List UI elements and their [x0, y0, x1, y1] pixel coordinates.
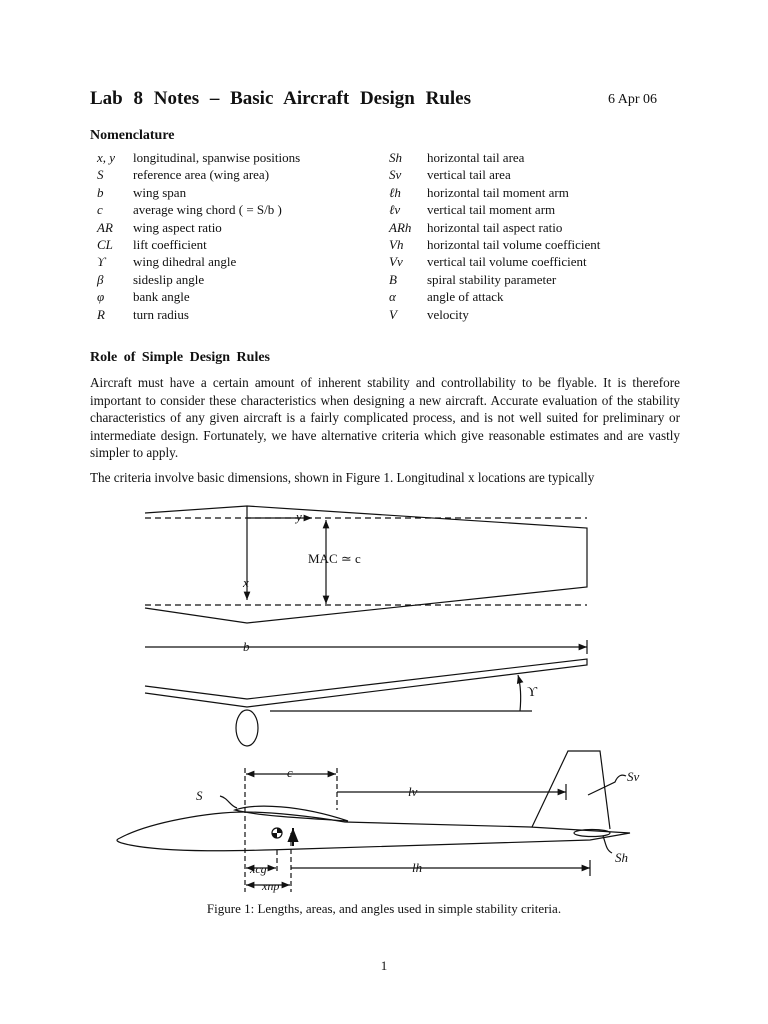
label-xcg: xcg	[250, 862, 267, 876]
nomenclature-symbol: Vh	[389, 237, 404, 252]
sv-leader	[588, 775, 626, 795]
nomenclature-symbol: α	[389, 289, 396, 305]
figure-caption: Figure 1: Lengths, areas, and angles used in simple stability criteria.	[206, 901, 562, 916]
center-of-gravity-icon	[272, 828, 282, 838]
nomenclature-symbol: CL	[97, 237, 113, 252]
label-b: b	[243, 639, 250, 654]
nomenclature-description: horizontal tail moment arm	[427, 184, 569, 200]
label-lh: lh	[412, 860, 423, 875]
label-sh: Sh	[615, 850, 628, 865]
nomenclature-symbol: ARh	[389, 219, 412, 235]
role-heading: Role of Simple Design Rules	[90, 350, 270, 365]
dihedral-angle-arc	[518, 675, 521, 711]
nomenclature-description: reference area (wing area)	[133, 167, 270, 183]
nomenclature-symbol: Sh	[389, 150, 402, 165]
nomenclature-description: horizontal tail volume coefficient	[427, 237, 601, 252]
nomenclature-description: wing aspect ratio	[133, 219, 222, 235]
nomenclature-description: wing dihedral angle	[133, 254, 237, 270]
label-c: c	[287, 765, 293, 780]
label-y: y	[296, 509, 302, 524]
s-leader	[220, 796, 237, 808]
nomenclature-description: vertical tail moment arm	[427, 202, 556, 218]
nomenclature-description: wing span	[133, 184, 187, 200]
nomenclature-symbol: ℓh	[389, 184, 401, 200]
nomenclature-symbol: V	[389, 306, 397, 322]
nomenclature-heading: Nomenclature	[90, 128, 175, 143]
label-x: x	[243, 575, 249, 590]
fuselage-side-view	[117, 812, 630, 851]
nomenclature-description: spiral stability parameter	[427, 271, 557, 287]
label-mac: MAC ≃ c	[308, 551, 361, 566]
document-date: 6 Apr 06	[608, 92, 657, 107]
nomenclature-symbol: S	[97, 167, 104, 183]
nomenclature-description: longitudinal, spanwise positions	[133, 150, 301, 165]
nomenclature-symbol: β	[97, 271, 104, 287]
nomenclature-symbol: Vv	[389, 254, 403, 270]
nomenclature-symbol: x, y	[97, 150, 116, 165]
nomenclature-description: lift coefficient	[133, 237, 207, 252]
nomenclature-symbol: Sv	[389, 167, 402, 183]
role-paragraph-2: The criteria involve basic dimensions, shown in Figure 1. Longitudinal x locations are typically	[90, 470, 595, 485]
label-s: S	[196, 788, 203, 803]
label-sv: Sv	[627, 769, 640, 784]
nomenclature-description: vertical tail area	[427, 167, 511, 183]
nomenclature-description: velocity	[427, 306, 469, 322]
wing-airfoil-side-view	[235, 806, 348, 821]
nomenclature-description: sideslip angle	[133, 271, 205, 287]
nomenclature-description: horizontal tail area	[427, 150, 525, 165]
nomenclature-description: bank angle	[133, 289, 190, 305]
nomenclature-symbol: c	[97, 202, 103, 218]
nomenclature-description: vertical tail volume coefficient	[427, 254, 587, 270]
nomenclature-symbol: B	[389, 271, 397, 287]
nomenclature-description: angle of attack	[427, 289, 504, 305]
nomenclature-symbol: ℓv	[389, 202, 401, 218]
label-lv: lv	[408, 784, 418, 799]
page-number: 1	[380, 958, 388, 973]
role-paragraph-1: Aircraft must have a certain amount of inherent stability and controllability to be flyable. It is therefore important to consider these characteristics when designing a new aircraft. Accurate evaluation of the stability characteristics of any given aircraft is a fairly complicated process, and is not well suited for preliminary or intermediate design. Fortunately, we have alternative criteria which give reasonable estimates and are vastly simpler to apply.	[90, 375, 680, 460]
nomenclature-description: horizontal tail aspect ratio	[427, 219, 563, 235]
nomenclature-symbol: b	[97, 184, 104, 200]
nomenclature-symbol: φ	[97, 289, 105, 305]
fuselage-front-view	[236, 710, 258, 746]
label-xnp: xnp	[262, 879, 280, 893]
nomenclature-description: average wing chord ( = S/b )	[133, 202, 282, 218]
nomenclature-description: turn radius	[133, 306, 189, 322]
nomenclature-symbol: ϒ	[97, 254, 106, 270]
page-title: Lab 8 Notes – Basic Aircraft Design Rules	[90, 88, 471, 109]
nomenclature-symbol: R	[97, 306, 105, 322]
label-dihedral: ϒ	[527, 685, 538, 700]
nomenclature-symbol: AR	[97, 219, 113, 235]
sh-leader	[603, 836, 612, 853]
